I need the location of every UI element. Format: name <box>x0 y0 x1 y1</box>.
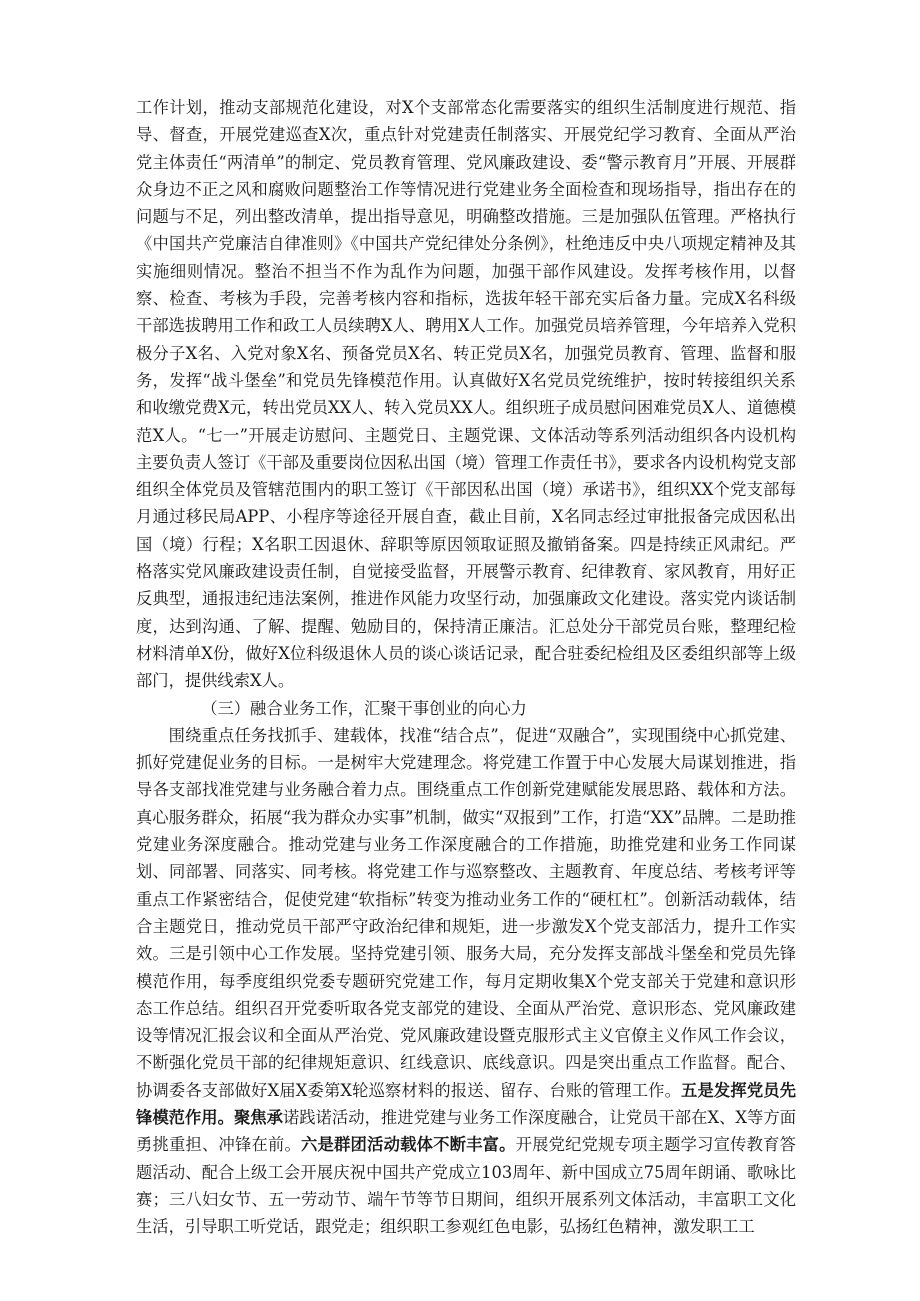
bold-item-5: 五是发挥党员先锋模范作用。聚焦承 <box>136 1080 796 1127</box>
body-paragraph-integration <box>136 722 796 1241</box>
paragraph-text-c: 开展党纪党规专项主题学习宣传教育答题活动、配合上级工会开展庆祝中国共产党成立103周年、新中国成立75周年朗诵、歌咏比赛；三八妇女节、五一劳动节、端午节等节日期间，组织开展系列文体活动，丰富职工文化生活，引导职工听党话，跟党走；组织职工参观红色电影，弘扬红色精神，激发职工工 <box>136 1135 796 1237</box>
bold-item-6: 六是群团活动载体不断丰富。 <box>301 1135 516 1155</box>
section-heading-3: （三）融合业务工作，汇聚干事创业的向心力 <box>201 698 527 718</box>
paragraph-text-b: 诺践诺活动，推进党建与业务工作深度融合，让党员干部在X、X等方面勇挑重担、冲锋在前。 <box>136 1107 796 1155</box>
body-paragraph-continued: 工作计划，推动支部规范化建设，对X个支部常态化需要落实的组织生活制度进行规范、指导、督查，开展党建巡查X次，重点针对党建责任制落实、开展党纪学习教育、全面从严治党主体责任“两清单”的制定、党员教育管理、党风廉政建设、委“警示教育月”开展、开展群众身边不正之风和腐败问题整治工作等情况进行党建业务全面检查和现场指导，指出存在的问题与不足，列出整改清单，提出指导意见，明确整改措施。三是加强队伍管理。严格执行《中国共产党廉洁自律准则》《中国共产党纪律处分条例》，杜绝违反中央八项规定精神及其实施细则情况。整治不担当不作为乱作为问题，加强干部作风建设。发挥考核作用，以督察、检查、考核为手段，完善考核内容和指标，选拔年轻干部充实后备力量。完成X名科级干部选拔聘用工作和政工人员续聘X人、聘用X人工作。加强党员培养管理，今年培养入党积极分子X名、入党对象X名、预备党员X名、转正党员X名，加强党员教育、管理、监督和服务，发挥“战斗堡垒”和党员先锋模范作用。认真做好X名党员党统维护，按时转接组织关系和收缴党费X元，转出党员XX人、转入党员XX人。组织班子成员慰问困难党员X人、道德模范X人。“七一”开展走访慰问、主题党日、主题党课、文体活动等系列活动组织各内设机构主要负责人签订《干部及重要岗位因私出国（境）管理工作责任书》，要求各内设机构党支部组织全体党员及管辖范围内的职工签订《干部因私出国（境）承诺书》，组织XX个党支部每月通过移民局APP、小程序等途径开展自查，截止目前，X名同志经过审批报备完成因私出国（境）行程；X名职工因退休、辞职等原因领取证照及撤销备案。四是持续正风肃纪。严格落实党风廉政建设责任制，自觉接受监督，开展警示教育、纪律教育、家风教育，用好正反典型，通报违纪违法案例，推进作风能力攻坚行动，加强廉政文化建设。落实党内谈话制度，达到沟通、了解、提醒、勉励目的，保持清正廉洁。汇总处分干部党员台账，整理纪检材料清单X份，做好X位科级退休人员的谈心谈话记录，配合驻委纪检组及区委组织部等上级部门，提供线索X人。 <box>136 98 796 691</box>
paragraph-text-a: 围绕重点任务找抓手、建载体，找准“结合点”，促进“双融合”，实现围绕中心抓党建、抓好党建促业务的目标。一是树牢大党建理念。将党建工作置于中心发展大局谋划推进，指导各支部找准党建与业务融合着力点。围绕重点工作创新党建赋能发展思路、载体和方法。真心服务群众，拓展“我为群众办实事”机制，做实“双报到”工作，打造“XX”品牌。二是助推党建业务深度融合。推动党建与业务工作深度融合的工作措施，助推党建和业务工作同谋划、同部署、同落实、同考核。将党建工作与巡察整改、主题教育、年度总结、考核考评等重点工作紧密结合，促使党建“软指标”转变为推动业务工作的“硬杠杠”。创新活动载体，结合主题党日，推动党员干部严守政治纪律和规矩，进一步激发X个党支部活力，提升工作实效。三是引领中心工作发展。坚持党建引领、服务大局，充分发挥支部战斗堡垒和党员先锋模范作用，每季度组织党委专题研究党建工作，每月定期收集X个党支部关于党建和意识形态工作总结。组织召开党委听取各党支部党的建设、全面从严治党、意识形态、党风廉政建设等情况汇报会议和全面从严治党、党风廉政建设暨克服形式主义官僚主义作风工作会议，不断强化党员干部的纪律规矩意识、红线意识、底线意识。四是突出重点工作监督。配合、协调委各支部做好X届X委第X轮巡察材料的报送、留存、台账的管理工作。 <box>136 725 796 1100</box>
